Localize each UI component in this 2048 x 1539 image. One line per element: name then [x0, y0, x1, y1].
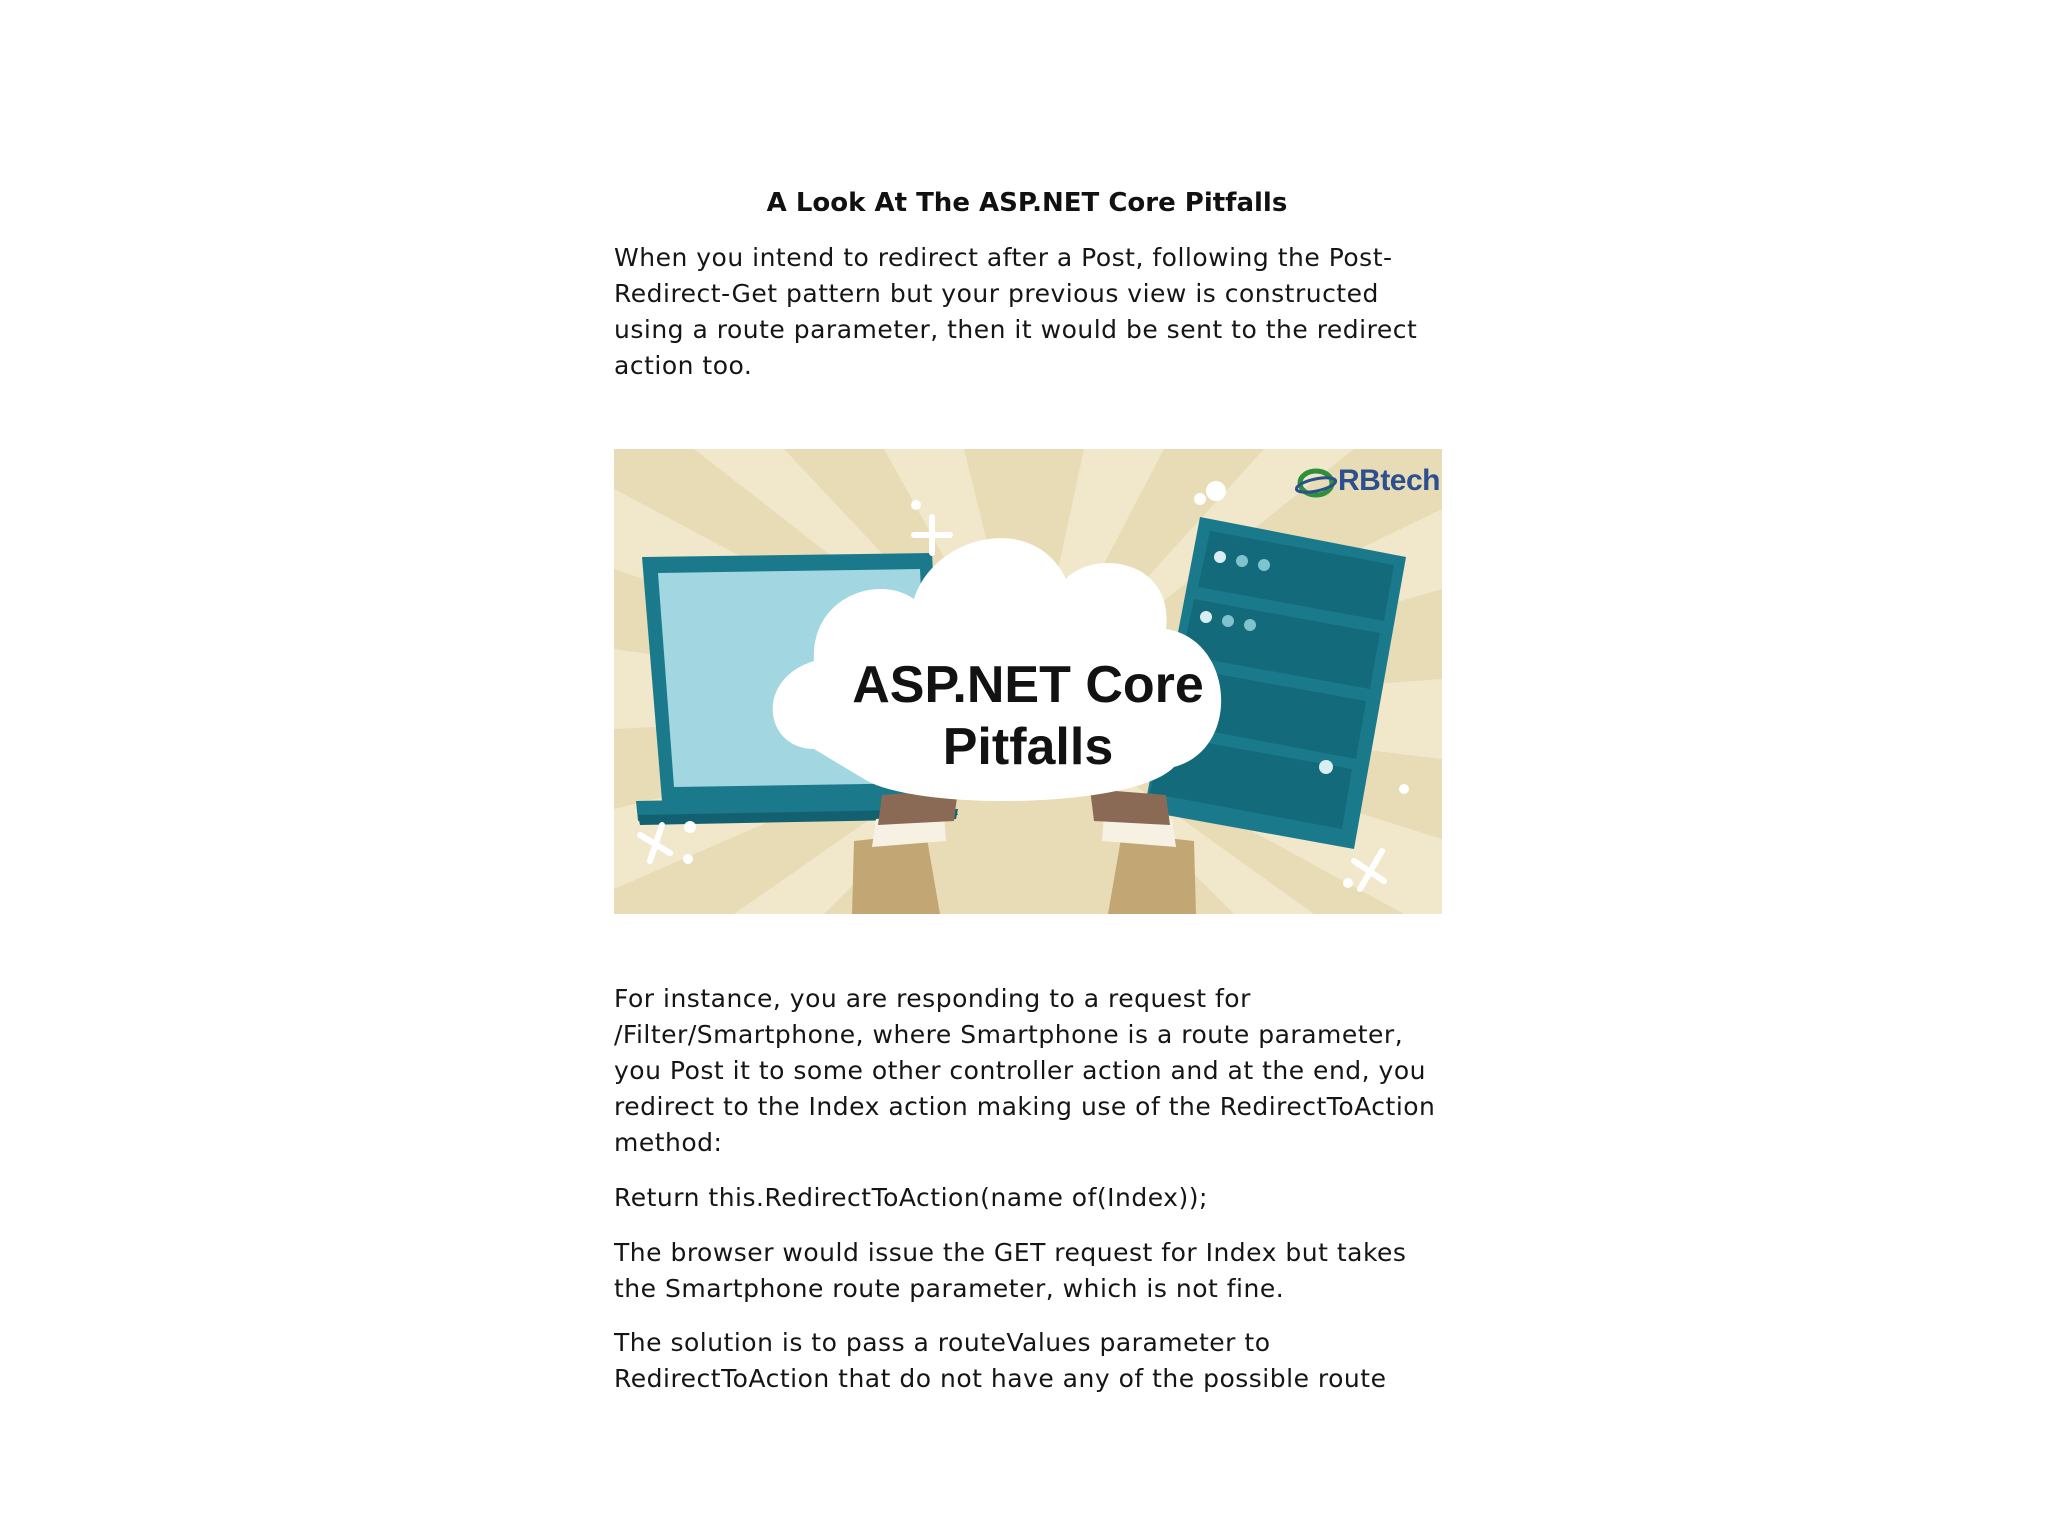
paragraph-intro: When you intend to redirect after a Post, following the Post-Redirect-Get pattern but your previous view is constructed using a route parameter, then it would be sent to the redirect action too. — [614, 243, 1418, 380]
paragraph-code: Return this.RedirectToAction(name of(Index)); — [614, 1183, 1208, 1212]
brand-logo-text: RBtech — [1337, 464, 1440, 497]
hands-icon — [852, 789, 1196, 914]
hero-illustration — [614, 449, 1442, 914]
paragraph-problem: The browser would issue the GET request for Index but takes the Smartphone route parameter, which is not fine. — [614, 1238, 1407, 1303]
brand-swirl-icon — [1294, 459, 1338, 503]
brand-logo — [1294, 459, 1440, 503]
paragraph-solution: The solution is to pass a routeValues parameter to RedirectToAction that do not have any of the possible route — [614, 1328, 1387, 1393]
hero-title-line2: Pitfalls — [942, 718, 1114, 776]
hero-title-line1: ASP.NET Core — [852, 656, 1204, 714]
document-title: A Look At The ASP.NET Core Pitfalls — [766, 188, 1288, 218]
hero-title — [614, 654, 1442, 778]
paragraph-example: For instance, you are responding to a request for /Filter/Smartphone, where Smartphone is a route parameter, you Post it to some other controller action and at the end, you redirect to the Index action making use of the RedirectToAction method: — [614, 984, 1436, 1157]
